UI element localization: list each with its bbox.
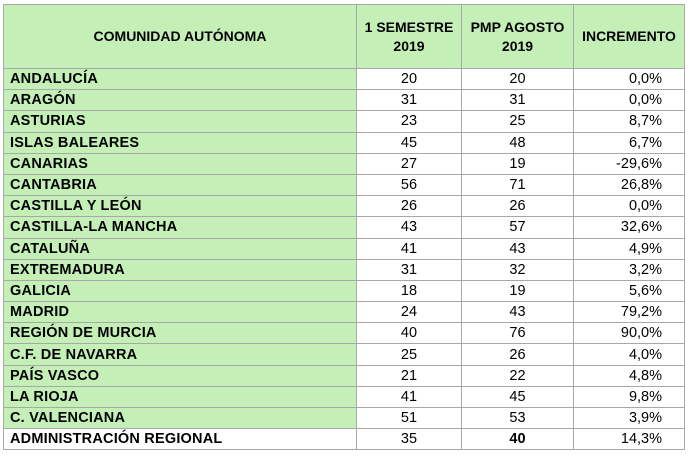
semester-value: 18 <box>357 280 462 301</box>
semester-value: 25 <box>357 344 462 365</box>
pmp-value: 22 <box>462 365 574 386</box>
header-increase: INCREMENTO <box>574 5 685 69</box>
region-name: ISLAS BALEARES <box>4 132 357 153</box>
region-name: CASTILLA-LA MANCHA <box>4 217 357 238</box>
table-row <box>4 238 685 259</box>
table-row <box>4 132 685 153</box>
increase-value: 4,9% <box>574 238 685 259</box>
total-increase-value: 14,3% <box>574 429 685 450</box>
increase-value: 26,8% <box>574 174 685 195</box>
pmp-value: 43 <box>462 238 574 259</box>
semester-value: 27 <box>357 153 462 174</box>
region-name: C. VALENCIANA <box>4 408 357 429</box>
region-name: CANTABRIA <box>4 174 357 195</box>
increase-value: 9,8% <box>574 386 685 407</box>
table-row <box>4 259 685 280</box>
region-name: ASTURIAS <box>4 111 357 132</box>
increase-value: 0,0% <box>574 69 685 90</box>
pmp-value: 48 <box>462 132 574 153</box>
semester-value: 23 <box>357 111 462 132</box>
table-row <box>4 302 685 323</box>
header-pmp: PMP AGOSTO 2019 <box>462 5 574 69</box>
table-row <box>4 386 685 407</box>
pmp-value: 32 <box>462 259 574 280</box>
region-name: GALICIA <box>4 280 357 301</box>
increase-value: 4,0% <box>574 344 685 365</box>
increase-value: 5,6% <box>574 280 685 301</box>
region-name: C.F. DE NAVARRA <box>4 344 357 365</box>
semester-value: 41 <box>357 238 462 259</box>
table-row <box>4 217 685 238</box>
region-name: CANARIAS <box>4 153 357 174</box>
semester-value: 43 <box>357 217 462 238</box>
pmp-value: 26 <box>462 344 574 365</box>
pmp-value: 76 <box>462 323 574 344</box>
table-row <box>4 153 685 174</box>
header-region: COMUNIDAD AUTÓNOMA <box>4 5 357 69</box>
region-name: ANDALUCÍA <box>4 69 357 90</box>
semester-value: 20 <box>357 69 462 90</box>
semester-value: 31 <box>357 259 462 280</box>
increase-value: 0,0% <box>574 196 685 217</box>
pmp-value: 45 <box>462 386 574 407</box>
payment-period-table <box>3 4 685 450</box>
increase-value: 6,7% <box>574 132 685 153</box>
semester-value: 41 <box>357 386 462 407</box>
pmp-value: 57 <box>462 217 574 238</box>
pmp-value: 25 <box>462 111 574 132</box>
region-name: PAÍS VASCO <box>4 365 357 386</box>
table-row <box>4 323 685 344</box>
table-row <box>4 111 685 132</box>
semester-value: 31 <box>357 90 462 111</box>
table-row <box>4 90 685 111</box>
semester-value: 40 <box>357 323 462 344</box>
region-name: MADRID <box>4 302 357 323</box>
increase-value: 4,8% <box>574 365 685 386</box>
semester-value: 21 <box>357 365 462 386</box>
pmp-value: 53 <box>462 408 574 429</box>
semester-value: 51 <box>357 408 462 429</box>
table-row <box>4 344 685 365</box>
pmp-value: 31 <box>462 90 574 111</box>
region-name: EXTREMADURA <box>4 259 357 280</box>
semester-value: 26 <box>357 196 462 217</box>
increase-value: 8,7% <box>574 111 685 132</box>
pmp-value: 19 <box>462 280 574 301</box>
increase-value: 79,2% <box>574 302 685 323</box>
table-row <box>4 408 685 429</box>
table-row <box>4 196 685 217</box>
increase-value: 90,0% <box>574 323 685 344</box>
region-name: REGIÓN DE MURCIA <box>4 323 357 344</box>
pmp-value: 43 <box>462 302 574 323</box>
increase-value: 3,9% <box>574 408 685 429</box>
increase-value: 3,2% <box>574 259 685 280</box>
semester-value: 45 <box>357 132 462 153</box>
increase-value: -29,6% <box>574 153 685 174</box>
total-row <box>4 429 685 450</box>
pmp-value: 26 <box>462 196 574 217</box>
header-row <box>4 5 685 69</box>
table-row <box>4 365 685 386</box>
table-row <box>4 69 685 90</box>
semester-value: 24 <box>357 302 462 323</box>
pmp-value: 71 <box>462 174 574 195</box>
header-semester: 1 SEMESTRE 2019 <box>357 5 462 69</box>
table-row <box>4 174 685 195</box>
increase-value: 32,6% <box>574 217 685 238</box>
total-name: ADMINISTRACIÓN REGIONAL <box>4 429 357 450</box>
table-container <box>3 4 685 450</box>
table-row <box>4 280 685 301</box>
region-name: ARAGÓN <box>4 90 357 111</box>
region-name: LA RIOJA <box>4 386 357 407</box>
semester-value: 56 <box>357 174 462 195</box>
total-semester-value: 35 <box>357 429 462 450</box>
total-pmp-value: 40 <box>462 429 574 450</box>
pmp-value: 19 <box>462 153 574 174</box>
pmp-value: 20 <box>462 69 574 90</box>
region-name: CATALUÑA <box>4 238 357 259</box>
region-name: CASTILLA Y LEÓN <box>4 196 357 217</box>
increase-value: 0,0% <box>574 90 685 111</box>
